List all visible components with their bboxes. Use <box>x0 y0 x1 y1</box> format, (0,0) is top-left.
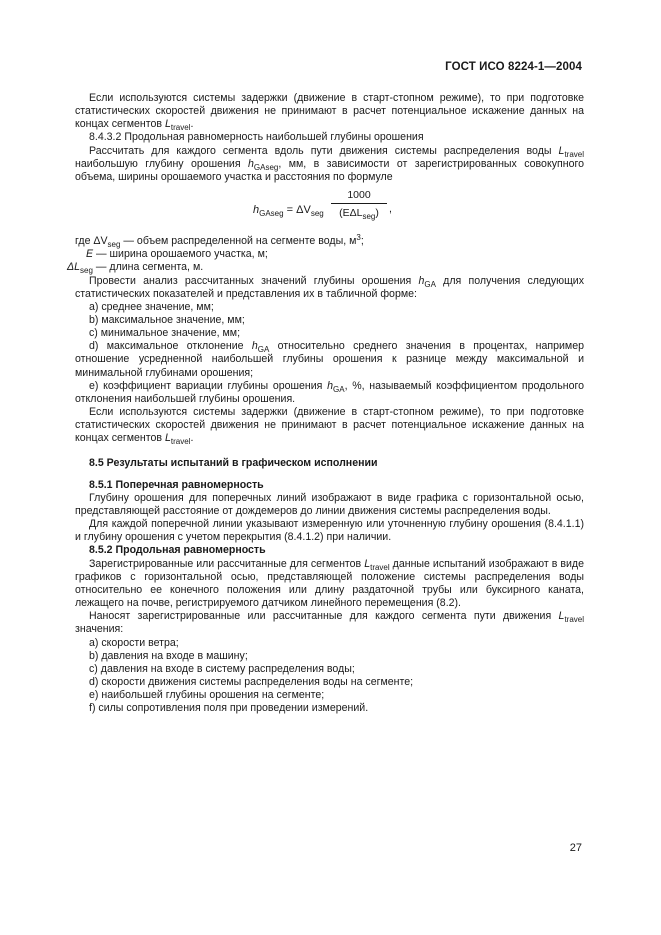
list-item: d) скорости движения системы распределения воды на сегменте; <box>89 676 414 689</box>
section-gap <box>75 470 584 479</box>
list-item: b) максимальное значение, мм; <box>89 313 245 326</box>
where-line-volume: где $\Delta V_{seg}$ — объем распределенной на сегменте воды, $м^3$; <box>75 233 364 250</box>
section-852-heading: 8.5.2 Продольная равномерность <box>89 544 266 557</box>
list-item: b) давления на входе в машину; <box>89 649 248 662</box>
where-line-length: $\Delta L_{seg}$ — длина сегмента, м. <box>67 261 204 276</box>
list-item: e) наибольшей глубины орошения на сегменте; <box>89 689 325 702</box>
paragraph-delay-systems-2: Если используются системы задержки (движение в старт-стопном режиме), то при подготовке статистических скоростей движения не принимают в расчет потенциальное искажение данных на концах сегментов $L_{travel}$. <box>75 406 584 447</box>
formula-hgaseg <box>75 189 584 235</box>
formula-fraction <box>331 189 387 220</box>
page-body <box>67 92 584 716</box>
section-851-heading: 8.5.1 Поперечная равномерность <box>89 478 264 491</box>
list-item: f) силы сопротивления поля при проведении измерений. <box>89 702 369 715</box>
list-item: а) скорости ветра; <box>89 636 179 649</box>
formula-comma: , <box>389 203 392 216</box>
paragraph-longitudinal-2: Наносят зарегистрированные или рассчитанные для каждого сегмента пути движения $L_{travel}$ значения: <box>75 610 584 636</box>
section-gap <box>75 446 584 457</box>
paragraph-calc-depth: Рассчитать для каждого сегмента вдоль пути движения системы распределения воды $L_{travel}$ наибольшую глубину орошения $h_{GAseg}$, мм, в зависимости от зарегистрированных совокупного объема, ширины орошаемого участка и расстояния по формуле <box>75 144 584 183</box>
list-item-max-deviation: d) максимальное отклонение $h_{GA}$ относительно среднего значения в процентах, например отношение усредненной наибольшей глубины орошения к разнице между максимальной и минимальной глубинами орошения; <box>75 340 584 379</box>
list-item: c) минимальное значение, мм; <box>89 327 241 340</box>
section-8432-heading: 8.4.3.2 Продольная равномерность наибольшей глубины орошения <box>89 131 424 144</box>
formula-denominator: $(E\Delta L_{seg})$ <box>339 207 379 222</box>
paragraph-delay-systems: Если используются системы задержки (движение в старт-стопном режиме), то при подготовке статистических скоростей движения не принимают в расчет потенциальное искажение данных на концах сегментов $L_{travel}$. <box>75 92 584 133</box>
section-85-heading: 8.5 Результаты испытаний в графическом исполнении <box>89 456 378 469</box>
paragraph-transverse-2: Для каждой поперечной линии указывают измеренную или уточненную глубину орошения (8.4.1.1) и глубину орошения с учетом перекрытия (8.4.1.2) при наличии. <box>75 518 584 544</box>
document-code-header: ГОСТ ИСО 8224-1—2004 <box>445 61 582 73</box>
paragraph-analysis: Провести анализ рассчитанных значений глубины орошения $h_{GA}$ для получения следующих статистических показателей и представления их в табличной форме: <box>75 274 584 300</box>
where-line-width: E — ширина орошаемого участка, м; <box>86 248 268 261</box>
formula-lhs: $h_{GAseg} = \Delta V_{seg}$ <box>253 204 324 219</box>
list-item-variation: e) коэффициент вариации глубины орошения $h_{GA}$, %, называемый коэффициентом продольного отклонения наибольшей глубины орошения. <box>75 379 584 405</box>
formula-numerator: 1000 <box>347 189 371 202</box>
list-item: c) давления на входе в систему распределения воды; <box>89 662 355 675</box>
paragraph-longitudinal-1: Зарегистрированные или рассчитанные для сегментов $L_{travel}$ данные испытаний изображают в виде графиков с горизонтальной осью, представляющей положение системы распределения воды относительно ее конечного положения или длину раздаточной трубы или буксирного каната, лежащего на почве, регистрируемого датчиком линейного перемещения (8.2). <box>75 557 584 610</box>
page-number: 27 <box>569 842 582 854</box>
paragraph-transverse-1: Глубину орошения для поперечных линий изображают в виде графика с горизонтальной осью, представляющей расстояние от дождемеров до линии движения системы распределения воды. <box>75 491 584 518</box>
fraction-bar <box>331 203 387 204</box>
list-item: а) среднее значение, мм; <box>89 300 214 313</box>
